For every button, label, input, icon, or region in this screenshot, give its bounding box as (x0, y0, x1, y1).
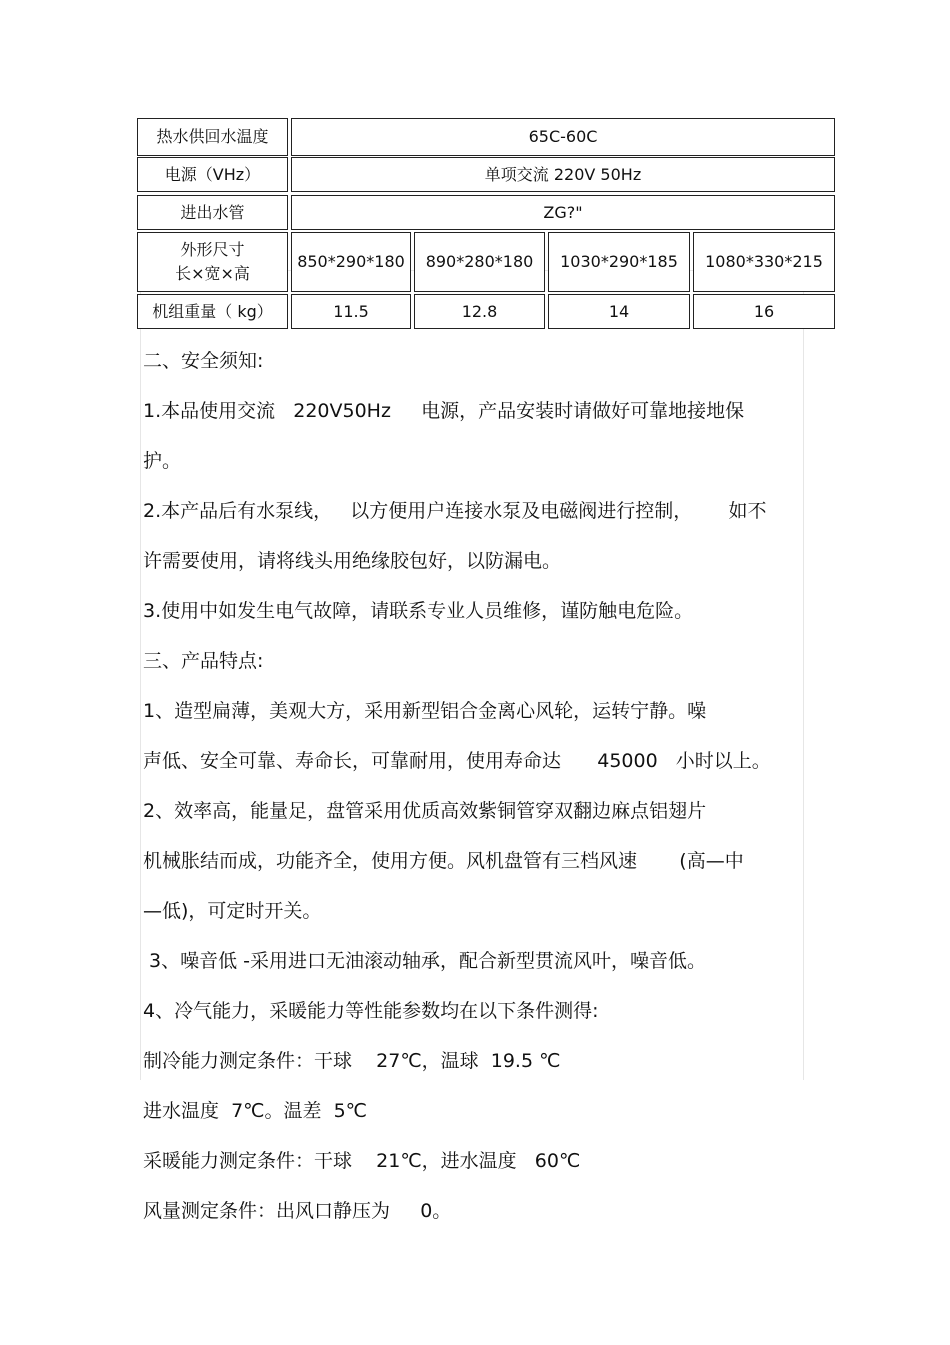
dimension-value: 1080*330*215 (693, 232, 835, 292)
body-line: 许需要使用，请将线头用绝缘胶包好，以防漏电。 (143, 550, 562, 572)
table-row (135, 232, 837, 292)
row-value-hot-water-temp: 65C-60C (291, 118, 835, 156)
dimension-value: 850*290*180 (291, 232, 411, 292)
row-value-pipe: ZG?" (291, 195, 835, 230)
row-label-pipe: 进出水管 (137, 195, 288, 230)
body-line: 制冷能力测定条件：干球 27℃，温球 19.5 ℃ (143, 1050, 561, 1072)
body-line: 机械胀结而成，功能齐全，使用方便。风机盘管有三档风速 (高—中 (143, 850, 744, 872)
body-line: 2.本产品后有水泵线， 以方便用户连接水泵及电磁阀进行控制， 如不 (143, 500, 767, 522)
section-heading-features: 三、产品特点: (143, 650, 264, 672)
row-label-hot-water-temp: 热水供回水温度 (137, 118, 288, 156)
section-heading-safety: 二、安全须知: (143, 350, 264, 372)
body-line: 3.使用中如发生电气故障，请联系专业人员维修，谨防触电危险。 (143, 600, 694, 622)
table-row (135, 294, 837, 329)
ghost-frame-left (140, 270, 141, 1080)
body-line: 1、造型扁薄，美观大方，采用新型铝合金离心风轮，运转宁静。噪 (143, 700, 707, 722)
dimension-value: 890*280*180 (414, 232, 545, 292)
row-label-weight: 机组重量（ kg） (137, 294, 288, 329)
body-line: 进水温度 7℃。温差 5℃ (143, 1100, 368, 1122)
dimensions-label-line1: 外形尺寸 (180, 240, 245, 259)
row-label-power: 电源（VHz） (137, 157, 288, 192)
weight-value: 14 (548, 294, 690, 329)
body-line: 3、噪音低 -采用进口无油滚动轴承，配合新型贯流风叶，噪音低。 (143, 950, 707, 972)
body-line: 4、冷气能力，采暖能力等性能参数均在以下条件测得: (143, 1000, 599, 1022)
body-line: 风量测定条件：出风口静压为 0。 (143, 1200, 452, 1222)
body-line: —低)，可定时开关。 (143, 900, 322, 922)
weight-value: 12.8 (414, 294, 545, 329)
table-row (135, 195, 837, 230)
ghost-frame-right (803, 270, 804, 1080)
dimension-value: 1030*290*185 (548, 232, 690, 292)
dimensions-label-line2: 长×宽×高 (175, 264, 250, 283)
body-line: 2、效率高，能量足，盘管采用优质高效紫铜管穿双翻边麻点铝翅片 (143, 800, 707, 822)
table-row (135, 118, 837, 156)
weight-value: 16 (693, 294, 835, 329)
row-value-power: 单项交流 220V 50Hz (291, 157, 835, 192)
body-line: 1.本品使用交流 220V50Hz 电源，产品安装时请做好可靠地接地保 (143, 400, 745, 422)
body-line: 护。 (143, 450, 182, 472)
table-row (135, 157, 837, 192)
body-line: 采暖能力测定条件：干球 21℃，进水温度 60℃ (143, 1150, 581, 1172)
row-label-dimensions (137, 232, 288, 292)
body-line: 声低、安全可靠、寿命长，可靠耐用，使用寿命达 45000 小时以上。 (143, 750, 771, 772)
weight-value: 11.5 (291, 294, 411, 329)
